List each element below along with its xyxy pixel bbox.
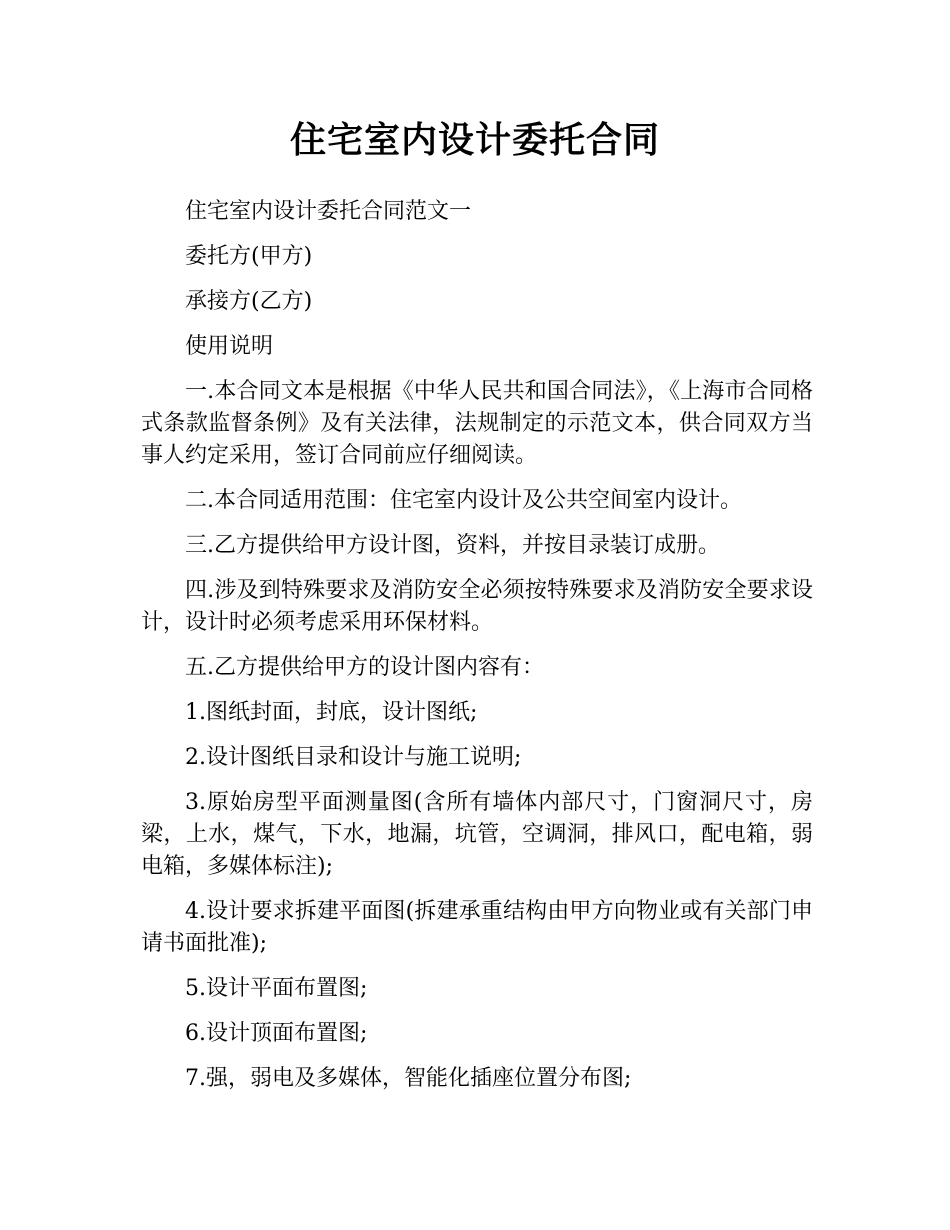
document-title: 住宅室内设计委托合同: [289, 120, 660, 161]
paragraph: 7.强，弱电及多媒体，智能化插座位置分布图;: [185, 1066, 632, 1091]
paragraph: 承接方(乙方): [185, 289, 313, 314]
paragraph: 6.设计顶面布置图;: [185, 1021, 368, 1046]
paragraph: 一.本合同文本是根据《中华人民共和国合同法》，《上海市合同格式条款监督条例》及有关法律，法规制定的示范文本，供合同双方当事人约定采用，签订合同前应仔细阅读。: [141, 379, 813, 468]
paragraph: 四.涉及到特殊要求及消防安全必须按特殊要求及消防安全要求设计，设计时必须考虑采用环保材料。: [141, 578, 813, 635]
paragraph: 五.乙方提供给甲方的设计图内容有：: [185, 655, 544, 680]
paragraph: 3.原始房型平面测量图(含所有墙体内部尺寸，门窗洞尺寸，房梁，上水，煤气，下水，地漏，坑管，空调洞，排风口，配电箱，弱电箱，多媒体标注);: [141, 790, 813, 879]
paragraph: 4.设计要求拆建平面图(拆建承重结构由甲方向物业或有关部门申请书面批准);: [141, 899, 813, 956]
paragraph: 2.设计图纸目录和设计与施工说明;: [185, 745, 522, 770]
paragraph: 三.乙方提供给甲方设计图，资料，并按目录装订成册。: [185, 533, 720, 558]
paragraph: 5.设计平面布置图;: [185, 976, 368, 1001]
paragraph: 1.图纸封面，封底，设计图纸;: [185, 700, 478, 725]
paragraph: 二.本合同适用范围：住宅室内设计及公共空间室内设计。: [185, 488, 742, 513]
paragraph: 住宅室内设计委托合同范文一: [185, 199, 472, 224]
document-body: [141, 196, 813, 1108]
paragraph: 委托方(甲方): [185, 244, 313, 269]
paragraph: 使用说明: [185, 334, 274, 359]
